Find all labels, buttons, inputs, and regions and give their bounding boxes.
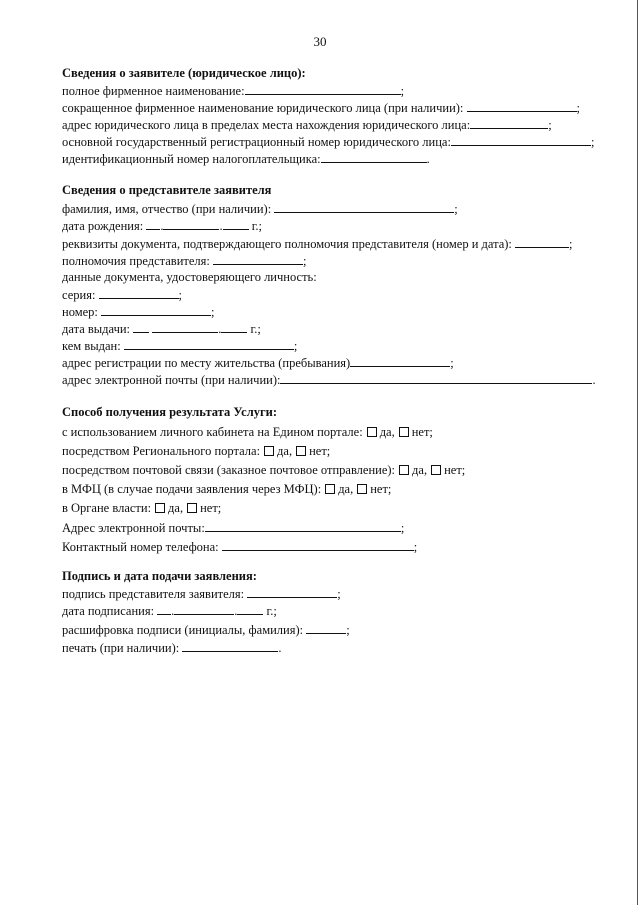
address-row [62,117,552,132]
portal-no-checkbox[interactable] [399,427,409,437]
regional-no-checkbox[interactable] [296,446,306,456]
portal-yes-checkbox[interactable] [367,427,377,437]
year-mark: г.; [251,219,263,233]
proxy-doc-label: реквизиты документа, подтверждающего полномочия представителя (номер и дата): [62,237,512,251]
inn-row [62,151,430,166]
semicolon: ; [346,623,350,637]
post-row [62,463,465,477]
phone-row [62,539,417,554]
mfc-no-checkbox[interactable] [357,484,367,494]
number-row [62,304,215,319]
no-label: нет; [309,444,331,458]
page-number: 30 [313,34,327,49]
semicolon: ; [590,135,595,149]
post-no-checkbox[interactable] [431,465,441,475]
semicolon: ; [454,202,458,216]
regional-yes-checkbox[interactable] [264,446,274,456]
proxy-doc-row [62,236,573,251]
post-label: посредством почтовой связи (заказное почтовое отправление): [62,463,396,477]
birth-month-field[interactable] [163,218,219,230]
proxy-doc-field[interactable] [515,236,569,248]
period: . [218,322,222,336]
inn-label: идентификационный номер налогоплательщика: [62,152,321,166]
issue-day-field[interactable] [133,321,149,333]
stamp-row [62,640,281,655]
semicolon: ; [302,254,307,268]
authority-row [62,501,221,515]
yes-label: да, [338,482,354,496]
decode-row [62,622,350,637]
semicolon: ; [293,339,298,353]
powers-row [62,253,306,268]
method-email-label: Адрес электронной почты: [62,521,205,535]
ogrn-field[interactable] [451,134,591,146]
address-field[interactable] [470,117,548,129]
mfc-label: в МФЦ (в случае подачи заявления через МФЦ): [62,482,322,496]
no-label: нет; [411,425,433,439]
yes-label: да, [277,444,293,458]
no-label: нет; [200,501,222,515]
rep-email-label: адрес электронной почты (при наличии): [62,373,281,387]
semicolon: ; [400,521,405,535]
page-edge-line [637,0,638,905]
semicolon: ; [337,587,341,601]
stamp-field[interactable] [182,640,278,652]
semicolon: ; [548,118,552,132]
rep-name-label: фамилия, имя, отчество (при наличии): [62,202,272,216]
portal-row [62,425,433,439]
rep-email-field[interactable] [280,372,592,384]
powers-field[interactable] [213,253,303,265]
no-label: нет; [370,482,392,496]
series-label: серия: [62,288,96,302]
series-row [62,287,182,302]
phone-field[interactable] [222,539,414,551]
semicolon: ; [569,237,573,251]
sign-month-field[interactable] [174,603,234,615]
birth-date-row [62,218,262,233]
yes-label: да, [168,501,184,515]
authority-yes-checkbox[interactable] [155,503,165,513]
birth-date-label: дата рождения: [62,219,144,233]
reg-address-label: адрес регистрации по месту жительства (пребывания) [62,356,351,370]
semicolon: ; [400,84,405,98]
powers-label: полномочия представителя: [62,254,210,268]
authority-label: в Органе власти: [62,501,152,515]
issue-date-label: дата выдачи: [62,322,131,336]
period: . [278,641,282,655]
number-field[interactable] [101,304,211,316]
issued-by-row [62,338,297,353]
semicolon: ; [211,305,215,319]
signature-heading: Подпись и дата подачи заявления: [62,569,257,583]
birth-year-field[interactable] [223,218,249,230]
rep-name-row [62,201,458,216]
authority-no-checkbox[interactable] [187,503,197,513]
post-yes-checkbox[interactable] [399,465,409,475]
semicolon: ; [576,101,581,115]
sign-row [62,586,341,601]
period: . [160,219,164,233]
number-label: номер: [62,305,98,319]
regional-row [62,444,330,458]
issue-date-row [62,321,261,336]
period: . [171,604,175,618]
sign-date-row [62,603,277,618]
reg-address-row [62,355,454,370]
decode-label: расшифровка подписи (инициалы, фамилия): [62,623,304,637]
rep-name-field[interactable] [274,201,454,213]
full-name-label: полное фирменное наименование: [62,84,245,98]
short-name-row [62,100,580,115]
method-heading: Способ получения результата Услуги: [62,405,278,419]
series-field[interactable] [99,287,179,299]
yes-label: да, [412,463,428,477]
semicolon: ; [450,356,454,370]
no-label: нет; [444,463,466,477]
issue-year-field[interactable] [221,321,247,333]
stamp-label: печать (при наличии): [62,641,180,655]
method-email-row [62,520,404,535]
full-name-field[interactable] [245,83,401,95]
full-name-row [62,83,404,98]
decode-field[interactable] [306,622,346,634]
yes-label: да, [379,425,395,439]
sign-label: подпись представителя заявителя: [62,587,245,601]
period: . [219,219,223,233]
short-name-field[interactable] [467,100,577,112]
id-doc-label: данные документа, удостоверяющего личность: [62,270,317,284]
sign-field[interactable] [247,586,337,598]
sign-year-field[interactable] [237,603,263,615]
rep-email-row [62,372,596,387]
regional-label: посредством Регионального портала: [62,444,261,458]
issued-by-label: кем выдан: [62,339,121,353]
mfc-row [62,482,391,496]
sign-date-label: дата подписания: [62,604,155,618]
sign-day-field[interactable] [157,603,171,615]
ogrn-label: основной государственный регистрационный номер юридического лица: [62,135,451,149]
period: . [592,373,596,387]
phone-label: Контактный номер телефона: [62,540,219,554]
period: . [426,152,430,166]
ogrn-row [62,134,594,149]
inn-field[interactable] [321,151,427,163]
issue-month-field[interactable] [152,321,218,333]
year-mark: г.; [266,604,277,618]
birth-day-field[interactable] [146,218,160,230]
method-email-field[interactable] [205,520,401,532]
applicant-heading: Сведения о заявителе (юридическое лицо): [62,66,306,80]
year-mark: г.; [250,322,261,336]
semicolon: ; [178,288,183,302]
issued-by-field[interactable] [124,338,294,350]
address-label: адрес юридического лица в пределах места нахождения юридического лица: [62,118,471,132]
mfc-yes-checkbox[interactable] [325,484,335,494]
portal-label: с использованием личного кабинета на Едином портале: [62,425,363,439]
semicolon: ; [413,540,418,554]
short-name-label: сокращенное фирменное наименование юридического лица (при наличии): [62,101,464,115]
representative-heading: Сведения о представителе заявителя [62,183,272,197]
reg-address-field[interactable] [350,355,450,367]
period: . [234,604,238,618]
